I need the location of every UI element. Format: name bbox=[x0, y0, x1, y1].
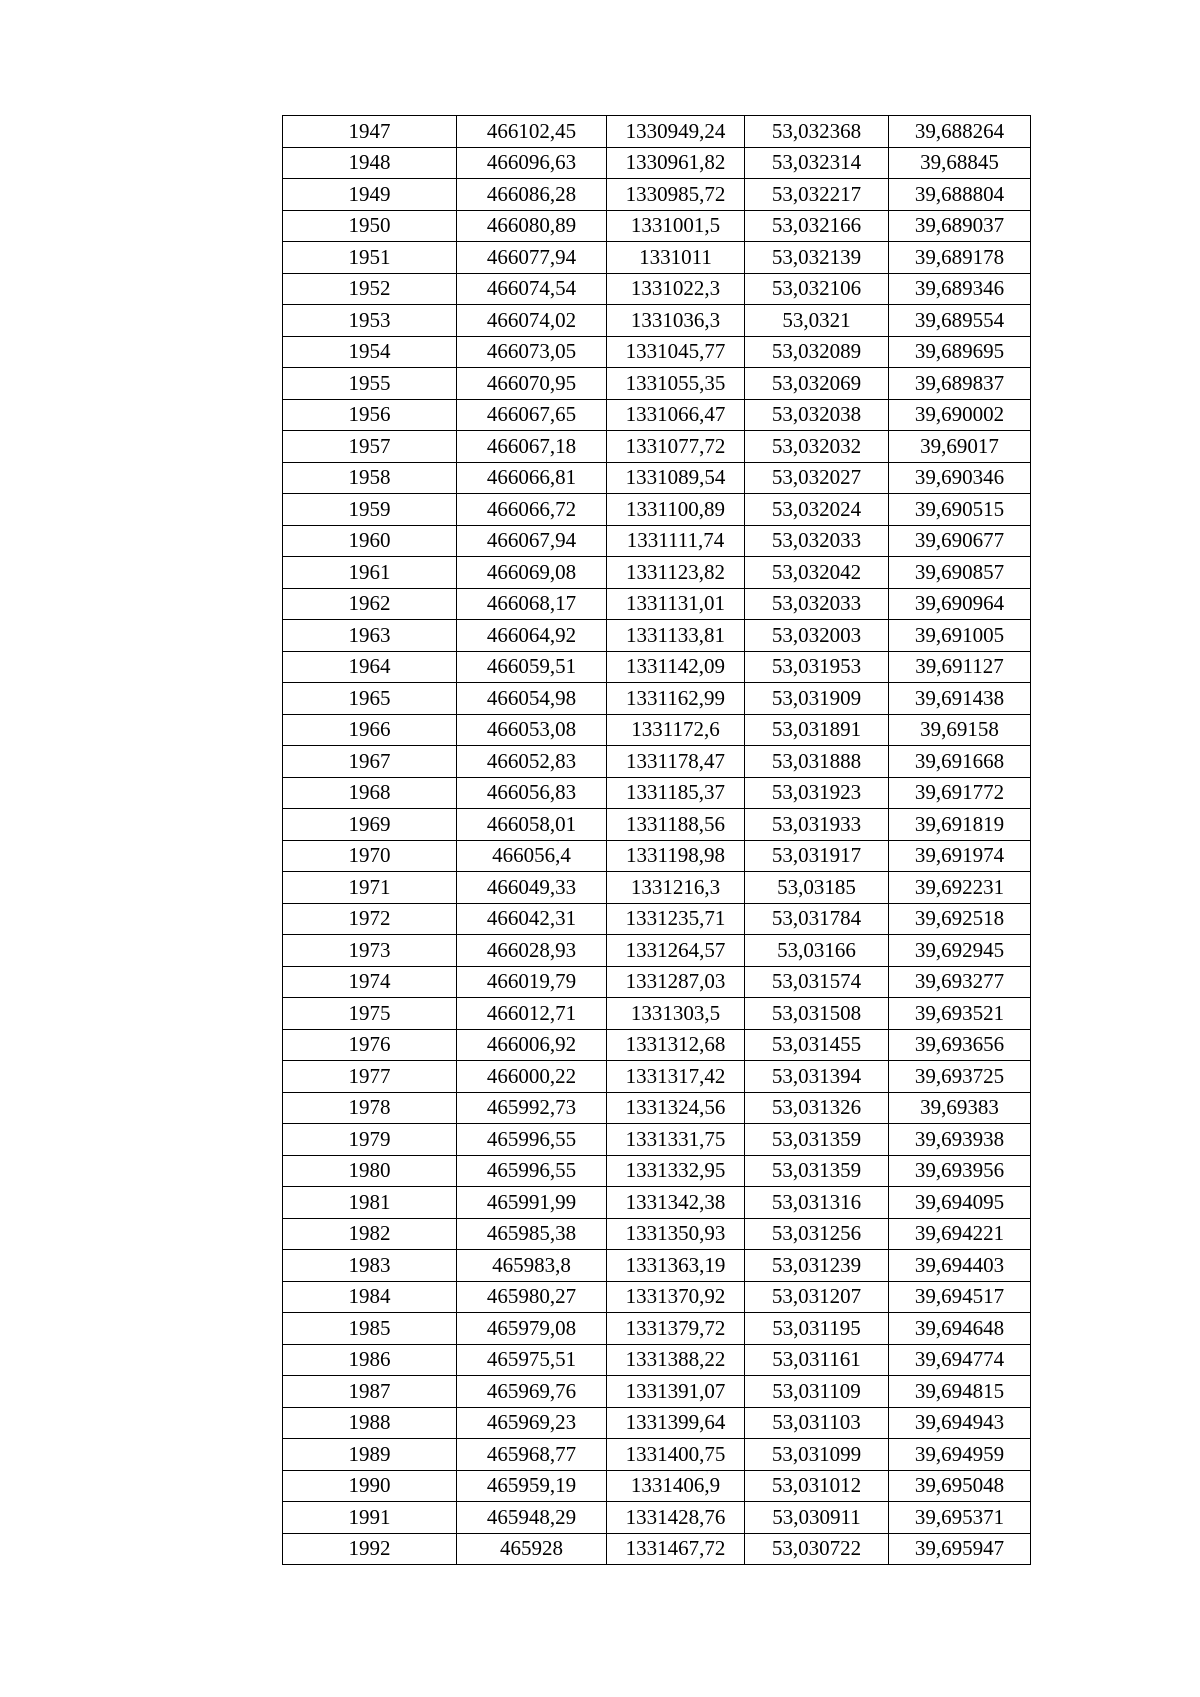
y-coordinate-cell: 1331133,81 bbox=[607, 620, 745, 652]
latitude-cell: 53,032003 bbox=[745, 620, 889, 652]
latitude-cell: 53,032042 bbox=[745, 557, 889, 589]
y-coordinate-cell: 1331172,6 bbox=[607, 714, 745, 746]
latitude-cell: 53,032166 bbox=[745, 210, 889, 242]
y-coordinate-cell: 1331388,22 bbox=[607, 1344, 745, 1376]
point-number-cell: 1965 bbox=[283, 683, 457, 715]
latitude-cell: 53,031888 bbox=[745, 746, 889, 778]
x-coordinate-cell: 466102,45 bbox=[457, 116, 607, 148]
x-coordinate-cell: 466058,01 bbox=[457, 809, 607, 841]
table-row bbox=[283, 431, 1031, 463]
longitude-cell: 39,694815 bbox=[889, 1376, 1031, 1408]
point-number-cell: 1955 bbox=[283, 368, 457, 400]
table-row bbox=[283, 179, 1031, 211]
x-coordinate-cell: 465980,27 bbox=[457, 1281, 607, 1313]
x-coordinate-cell: 466056,4 bbox=[457, 840, 607, 872]
x-coordinate-cell: 465969,76 bbox=[457, 1376, 607, 1408]
x-coordinate-cell: 465959,19 bbox=[457, 1470, 607, 1502]
longitude-cell: 39,694943 bbox=[889, 1407, 1031, 1439]
point-number-cell: 1958 bbox=[283, 462, 457, 494]
x-coordinate-cell: 466006,92 bbox=[457, 1029, 607, 1061]
y-coordinate-cell: 1331123,82 bbox=[607, 557, 745, 589]
latitude-cell: 53,030911 bbox=[745, 1502, 889, 1534]
point-number-cell: 1971 bbox=[283, 872, 457, 904]
latitude-cell: 53,031891 bbox=[745, 714, 889, 746]
longitude-cell: 39,693277 bbox=[889, 966, 1031, 998]
longitude-cell: 39,689037 bbox=[889, 210, 1031, 242]
x-coordinate-cell: 466054,98 bbox=[457, 683, 607, 715]
x-coordinate-cell: 465979,08 bbox=[457, 1313, 607, 1345]
longitude-cell: 39,695371 bbox=[889, 1502, 1031, 1534]
point-number-cell: 1989 bbox=[283, 1439, 457, 1471]
y-coordinate-cell: 1331312,68 bbox=[607, 1029, 745, 1061]
point-number-cell: 1974 bbox=[283, 966, 457, 998]
x-coordinate-cell: 466064,92 bbox=[457, 620, 607, 652]
x-coordinate-cell: 465996,55 bbox=[457, 1155, 607, 1187]
longitude-cell: 39,694221 bbox=[889, 1218, 1031, 1250]
y-coordinate-cell: 1331100,89 bbox=[607, 494, 745, 526]
x-coordinate-cell: 466066,81 bbox=[457, 462, 607, 494]
table-row bbox=[283, 368, 1031, 400]
latitude-cell: 53,031574 bbox=[745, 966, 889, 998]
y-coordinate-cell: 1331235,71 bbox=[607, 903, 745, 935]
table-row bbox=[283, 557, 1031, 589]
x-coordinate-cell: 466028,93 bbox=[457, 935, 607, 967]
longitude-cell: 39,689346 bbox=[889, 273, 1031, 305]
latitude-cell: 53,031239 bbox=[745, 1250, 889, 1282]
point-number-cell: 1949 bbox=[283, 179, 457, 211]
latitude-cell: 53,031909 bbox=[745, 683, 889, 715]
latitude-cell: 53,031099 bbox=[745, 1439, 889, 1471]
latitude-cell: 53,031326 bbox=[745, 1092, 889, 1124]
longitude-cell: 39,691772 bbox=[889, 777, 1031, 809]
y-coordinate-cell: 1331089,54 bbox=[607, 462, 745, 494]
longitude-cell: 39,694648 bbox=[889, 1313, 1031, 1345]
point-number-cell: 1967 bbox=[283, 746, 457, 778]
table-row bbox=[283, 714, 1031, 746]
x-coordinate-cell: 466080,89 bbox=[457, 210, 607, 242]
coordinates-table bbox=[282, 115, 1031, 1565]
longitude-cell: 39,688264 bbox=[889, 116, 1031, 148]
point-number-cell: 1953 bbox=[283, 305, 457, 337]
y-coordinate-cell: 1331111,74 bbox=[607, 525, 745, 557]
table-row bbox=[283, 809, 1031, 841]
x-coordinate-cell: 466067,65 bbox=[457, 399, 607, 431]
x-coordinate-cell: 466067,94 bbox=[457, 525, 607, 557]
latitude-cell: 53,031195 bbox=[745, 1313, 889, 1345]
longitude-cell: 39,691438 bbox=[889, 683, 1031, 715]
latitude-cell: 53,031256 bbox=[745, 1218, 889, 1250]
y-coordinate-cell: 1331303,5 bbox=[607, 998, 745, 1030]
y-coordinate-cell: 1331287,03 bbox=[607, 966, 745, 998]
point-number-cell: 1972 bbox=[283, 903, 457, 935]
y-coordinate-cell: 1331399,64 bbox=[607, 1407, 745, 1439]
longitude-cell: 39,691668 bbox=[889, 746, 1031, 778]
y-coordinate-cell: 1331011 bbox=[607, 242, 745, 274]
longitude-cell: 39,690857 bbox=[889, 557, 1031, 589]
x-coordinate-cell: 466069,08 bbox=[457, 557, 607, 589]
table-row bbox=[283, 210, 1031, 242]
point-number-cell: 1960 bbox=[283, 525, 457, 557]
table-row bbox=[283, 1344, 1031, 1376]
longitude-cell: 39,694517 bbox=[889, 1281, 1031, 1313]
table-row bbox=[283, 1218, 1031, 1250]
table-row bbox=[283, 242, 1031, 274]
y-coordinate-cell: 1331066,47 bbox=[607, 399, 745, 431]
x-coordinate-cell: 465969,23 bbox=[457, 1407, 607, 1439]
table-row bbox=[283, 1281, 1031, 1313]
latitude-cell: 53,031207 bbox=[745, 1281, 889, 1313]
table-row bbox=[283, 336, 1031, 368]
table-row bbox=[283, 1187, 1031, 1219]
longitude-cell: 39,695048 bbox=[889, 1470, 1031, 1502]
x-coordinate-cell: 466059,51 bbox=[457, 651, 607, 683]
point-number-cell: 1956 bbox=[283, 399, 457, 431]
point-number-cell: 1975 bbox=[283, 998, 457, 1030]
latitude-cell: 53,031109 bbox=[745, 1376, 889, 1408]
point-number-cell: 1992 bbox=[283, 1533, 457, 1565]
longitude-cell: 39,690677 bbox=[889, 525, 1031, 557]
y-coordinate-cell: 1331406,9 bbox=[607, 1470, 745, 1502]
latitude-cell: 53,032027 bbox=[745, 462, 889, 494]
table-row bbox=[283, 116, 1031, 148]
y-coordinate-cell: 1331022,3 bbox=[607, 273, 745, 305]
longitude-cell: 39,689695 bbox=[889, 336, 1031, 368]
longitude-cell: 39,690002 bbox=[889, 399, 1031, 431]
x-coordinate-cell: 465928 bbox=[457, 1533, 607, 1565]
latitude-cell: 53,032368 bbox=[745, 116, 889, 148]
x-coordinate-cell: 466070,95 bbox=[457, 368, 607, 400]
longitude-cell: 39,694959 bbox=[889, 1439, 1031, 1471]
table-row bbox=[283, 147, 1031, 179]
latitude-cell: 53,03185 bbox=[745, 872, 889, 904]
latitude-cell: 53,031784 bbox=[745, 903, 889, 935]
table-row bbox=[283, 651, 1031, 683]
x-coordinate-cell: 466077,94 bbox=[457, 242, 607, 274]
longitude-cell: 39,691005 bbox=[889, 620, 1031, 652]
longitude-cell: 39,693656 bbox=[889, 1029, 1031, 1061]
longitude-cell: 39,689554 bbox=[889, 305, 1031, 337]
longitude-cell: 39,690964 bbox=[889, 588, 1031, 620]
y-coordinate-cell: 1331036,3 bbox=[607, 305, 745, 337]
x-coordinate-cell: 466052,83 bbox=[457, 746, 607, 778]
x-coordinate-cell: 466053,08 bbox=[457, 714, 607, 746]
x-coordinate-cell: 465968,77 bbox=[457, 1439, 607, 1471]
latitude-cell: 53,030722 bbox=[745, 1533, 889, 1565]
longitude-cell: 39,69017 bbox=[889, 431, 1031, 463]
point-number-cell: 1966 bbox=[283, 714, 457, 746]
latitude-cell: 53,032139 bbox=[745, 242, 889, 274]
latitude-cell: 53,032024 bbox=[745, 494, 889, 526]
latitude-cell: 53,031917 bbox=[745, 840, 889, 872]
table-row bbox=[283, 1061, 1031, 1093]
x-coordinate-cell: 466012,71 bbox=[457, 998, 607, 1030]
point-number-cell: 1988 bbox=[283, 1407, 457, 1439]
table-row bbox=[283, 1029, 1031, 1061]
y-coordinate-cell: 1331467,72 bbox=[607, 1533, 745, 1565]
table-row bbox=[283, 966, 1031, 998]
longitude-cell: 39,693938 bbox=[889, 1124, 1031, 1156]
point-number-cell: 1964 bbox=[283, 651, 457, 683]
point-number-cell: 1982 bbox=[283, 1218, 457, 1250]
point-number-cell: 1977 bbox=[283, 1061, 457, 1093]
latitude-cell: 53,032032 bbox=[745, 431, 889, 463]
x-coordinate-cell: 465948,29 bbox=[457, 1502, 607, 1534]
point-number-cell: 1948 bbox=[283, 147, 457, 179]
longitude-cell: 39,692518 bbox=[889, 903, 1031, 935]
point-number-cell: 1950 bbox=[283, 210, 457, 242]
y-coordinate-cell: 1331045,77 bbox=[607, 336, 745, 368]
x-coordinate-cell: 465991,99 bbox=[457, 1187, 607, 1219]
point-number-cell: 1969 bbox=[283, 809, 457, 841]
table-row bbox=[283, 273, 1031, 305]
y-coordinate-cell: 1331162,99 bbox=[607, 683, 745, 715]
point-number-cell: 1962 bbox=[283, 588, 457, 620]
latitude-cell: 53,0321 bbox=[745, 305, 889, 337]
point-number-cell: 1980 bbox=[283, 1155, 457, 1187]
longitude-cell: 39,693725 bbox=[889, 1061, 1031, 1093]
table-row bbox=[283, 399, 1031, 431]
y-coordinate-cell: 1331350,93 bbox=[607, 1218, 745, 1250]
latitude-cell: 53,032106 bbox=[745, 273, 889, 305]
table-row bbox=[283, 746, 1031, 778]
longitude-cell: 39,689837 bbox=[889, 368, 1031, 400]
point-number-cell: 1978 bbox=[283, 1092, 457, 1124]
x-coordinate-cell: 465996,55 bbox=[457, 1124, 607, 1156]
latitude-cell: 53,032038 bbox=[745, 399, 889, 431]
table-row bbox=[283, 1124, 1031, 1156]
longitude-cell: 39,689178 bbox=[889, 242, 1031, 274]
x-coordinate-cell: 466056,83 bbox=[457, 777, 607, 809]
point-number-cell: 1979 bbox=[283, 1124, 457, 1156]
table-row bbox=[283, 305, 1031, 337]
point-number-cell: 1957 bbox=[283, 431, 457, 463]
table-row bbox=[283, 998, 1031, 1030]
point-number-cell: 1985 bbox=[283, 1313, 457, 1345]
longitude-cell: 39,694403 bbox=[889, 1250, 1031, 1282]
point-number-cell: 1952 bbox=[283, 273, 457, 305]
point-number-cell: 1973 bbox=[283, 935, 457, 967]
y-coordinate-cell: 1331317,42 bbox=[607, 1061, 745, 1093]
longitude-cell: 39,688804 bbox=[889, 179, 1031, 211]
y-coordinate-cell: 1331342,38 bbox=[607, 1187, 745, 1219]
x-coordinate-cell: 465983,8 bbox=[457, 1250, 607, 1282]
longitude-cell: 39,691974 bbox=[889, 840, 1031, 872]
x-coordinate-cell: 465975,51 bbox=[457, 1344, 607, 1376]
table-row bbox=[283, 1092, 1031, 1124]
y-coordinate-cell: 1331428,76 bbox=[607, 1502, 745, 1534]
latitude-cell: 53,031359 bbox=[745, 1155, 889, 1187]
longitude-cell: 39,692945 bbox=[889, 935, 1031, 967]
latitude-cell: 53,031316 bbox=[745, 1187, 889, 1219]
point-number-cell: 1976 bbox=[283, 1029, 457, 1061]
point-number-cell: 1990 bbox=[283, 1470, 457, 1502]
table-row bbox=[283, 525, 1031, 557]
table-row bbox=[283, 1439, 1031, 1471]
longitude-cell: 39,690346 bbox=[889, 462, 1031, 494]
table-row bbox=[283, 1407, 1031, 1439]
table-row bbox=[283, 620, 1031, 652]
y-coordinate-cell: 1331188,56 bbox=[607, 809, 745, 841]
longitude-cell: 39,694095 bbox=[889, 1187, 1031, 1219]
longitude-cell: 39,691819 bbox=[889, 809, 1031, 841]
table-row bbox=[283, 1250, 1031, 1282]
y-coordinate-cell: 1331131,01 bbox=[607, 588, 745, 620]
y-coordinate-cell: 1331216,3 bbox=[607, 872, 745, 904]
x-coordinate-cell: 466067,18 bbox=[457, 431, 607, 463]
table-row bbox=[283, 494, 1031, 526]
x-coordinate-cell: 466073,05 bbox=[457, 336, 607, 368]
latitude-cell: 53,031359 bbox=[745, 1124, 889, 1156]
y-coordinate-cell: 1331185,37 bbox=[607, 777, 745, 809]
longitude-cell: 39,69383 bbox=[889, 1092, 1031, 1124]
point-number-cell: 1983 bbox=[283, 1250, 457, 1282]
y-coordinate-cell: 1331001,5 bbox=[607, 210, 745, 242]
point-number-cell: 1963 bbox=[283, 620, 457, 652]
x-coordinate-cell: 466000,22 bbox=[457, 1061, 607, 1093]
point-number-cell: 1961 bbox=[283, 557, 457, 589]
longitude-cell: 39,69158 bbox=[889, 714, 1031, 746]
y-coordinate-cell: 1331370,92 bbox=[607, 1281, 745, 1313]
y-coordinate-cell: 1331077,72 bbox=[607, 431, 745, 463]
x-coordinate-cell: 466049,33 bbox=[457, 872, 607, 904]
table-row bbox=[283, 683, 1031, 715]
longitude-cell: 39,693956 bbox=[889, 1155, 1031, 1187]
longitude-cell: 39,690515 bbox=[889, 494, 1031, 526]
y-coordinate-cell: 1331324,56 bbox=[607, 1092, 745, 1124]
point-number-cell: 1984 bbox=[283, 1281, 457, 1313]
y-coordinate-cell: 1331400,75 bbox=[607, 1439, 745, 1471]
table-row bbox=[283, 462, 1031, 494]
y-coordinate-cell: 1331178,47 bbox=[607, 746, 745, 778]
table-row bbox=[283, 588, 1031, 620]
table-row bbox=[283, 872, 1031, 904]
latitude-cell: 53,032033 bbox=[745, 588, 889, 620]
x-coordinate-cell: 465992,73 bbox=[457, 1092, 607, 1124]
table-row bbox=[283, 903, 1031, 935]
x-coordinate-cell: 466066,72 bbox=[457, 494, 607, 526]
x-coordinate-cell: 466019,79 bbox=[457, 966, 607, 998]
x-coordinate-cell: 466086,28 bbox=[457, 179, 607, 211]
latitude-cell: 53,031394 bbox=[745, 1061, 889, 1093]
point-number-cell: 1954 bbox=[283, 336, 457, 368]
longitude-cell: 39,693521 bbox=[889, 998, 1031, 1030]
latitude-cell: 53,031455 bbox=[745, 1029, 889, 1061]
y-coordinate-cell: 1331055,35 bbox=[607, 368, 745, 400]
latitude-cell: 53,031923 bbox=[745, 777, 889, 809]
point-number-cell: 1968 bbox=[283, 777, 457, 809]
latitude-cell: 53,03166 bbox=[745, 935, 889, 967]
x-coordinate-cell: 466074,54 bbox=[457, 273, 607, 305]
table-row bbox=[283, 1502, 1031, 1534]
y-coordinate-cell: 1331331,75 bbox=[607, 1124, 745, 1156]
x-coordinate-cell: 465985,38 bbox=[457, 1218, 607, 1250]
latitude-cell: 53,032033 bbox=[745, 525, 889, 557]
longitude-cell: 39,68845 bbox=[889, 147, 1031, 179]
latitude-cell: 53,032314 bbox=[745, 147, 889, 179]
y-coordinate-cell: 1331379,72 bbox=[607, 1313, 745, 1345]
longitude-cell: 39,691127 bbox=[889, 651, 1031, 683]
latitude-cell: 53,031953 bbox=[745, 651, 889, 683]
y-coordinate-cell: 1331142,09 bbox=[607, 651, 745, 683]
y-coordinate-cell: 1330949,24 bbox=[607, 116, 745, 148]
longitude-cell: 39,694774 bbox=[889, 1344, 1031, 1376]
y-coordinate-cell: 1330961,82 bbox=[607, 147, 745, 179]
latitude-cell: 53,031508 bbox=[745, 998, 889, 1030]
x-coordinate-cell: 466068,17 bbox=[457, 588, 607, 620]
latitude-cell: 53,032069 bbox=[745, 368, 889, 400]
latitude-cell: 53,032217 bbox=[745, 179, 889, 211]
x-coordinate-cell: 466042,31 bbox=[457, 903, 607, 935]
y-coordinate-cell: 1331363,19 bbox=[607, 1250, 745, 1282]
y-coordinate-cell: 1331198,98 bbox=[607, 840, 745, 872]
y-coordinate-cell: 1331391,07 bbox=[607, 1376, 745, 1408]
latitude-cell: 53,031161 bbox=[745, 1344, 889, 1376]
point-number-cell: 1991 bbox=[283, 1502, 457, 1534]
table-row bbox=[283, 1313, 1031, 1345]
point-number-cell: 1986 bbox=[283, 1344, 457, 1376]
latitude-cell: 53,031933 bbox=[745, 809, 889, 841]
table-row bbox=[283, 935, 1031, 967]
table-row bbox=[283, 777, 1031, 809]
point-number-cell: 1959 bbox=[283, 494, 457, 526]
longitude-cell: 39,692231 bbox=[889, 872, 1031, 904]
y-coordinate-cell: 1330985,72 bbox=[607, 179, 745, 211]
longitude-cell: 39,695947 bbox=[889, 1533, 1031, 1565]
x-coordinate-cell: 466074,02 bbox=[457, 305, 607, 337]
y-coordinate-cell: 1331264,57 bbox=[607, 935, 745, 967]
latitude-cell: 53,031103 bbox=[745, 1407, 889, 1439]
table-row bbox=[283, 840, 1031, 872]
point-number-cell: 1947 bbox=[283, 116, 457, 148]
latitude-cell: 53,031012 bbox=[745, 1470, 889, 1502]
y-coordinate-cell: 1331332,95 bbox=[607, 1155, 745, 1187]
table-row bbox=[283, 1470, 1031, 1502]
table-row bbox=[283, 1533, 1031, 1565]
table-row bbox=[283, 1155, 1031, 1187]
x-coordinate-cell: 466096,63 bbox=[457, 147, 607, 179]
point-number-cell: 1970 bbox=[283, 840, 457, 872]
point-number-cell: 1987 bbox=[283, 1376, 457, 1408]
latitude-cell: 53,032089 bbox=[745, 336, 889, 368]
point-number-cell: 1951 bbox=[283, 242, 457, 274]
coordinates-table-body bbox=[283, 116, 1031, 1565]
point-number-cell: 1981 bbox=[283, 1187, 457, 1219]
table-row bbox=[283, 1376, 1031, 1408]
